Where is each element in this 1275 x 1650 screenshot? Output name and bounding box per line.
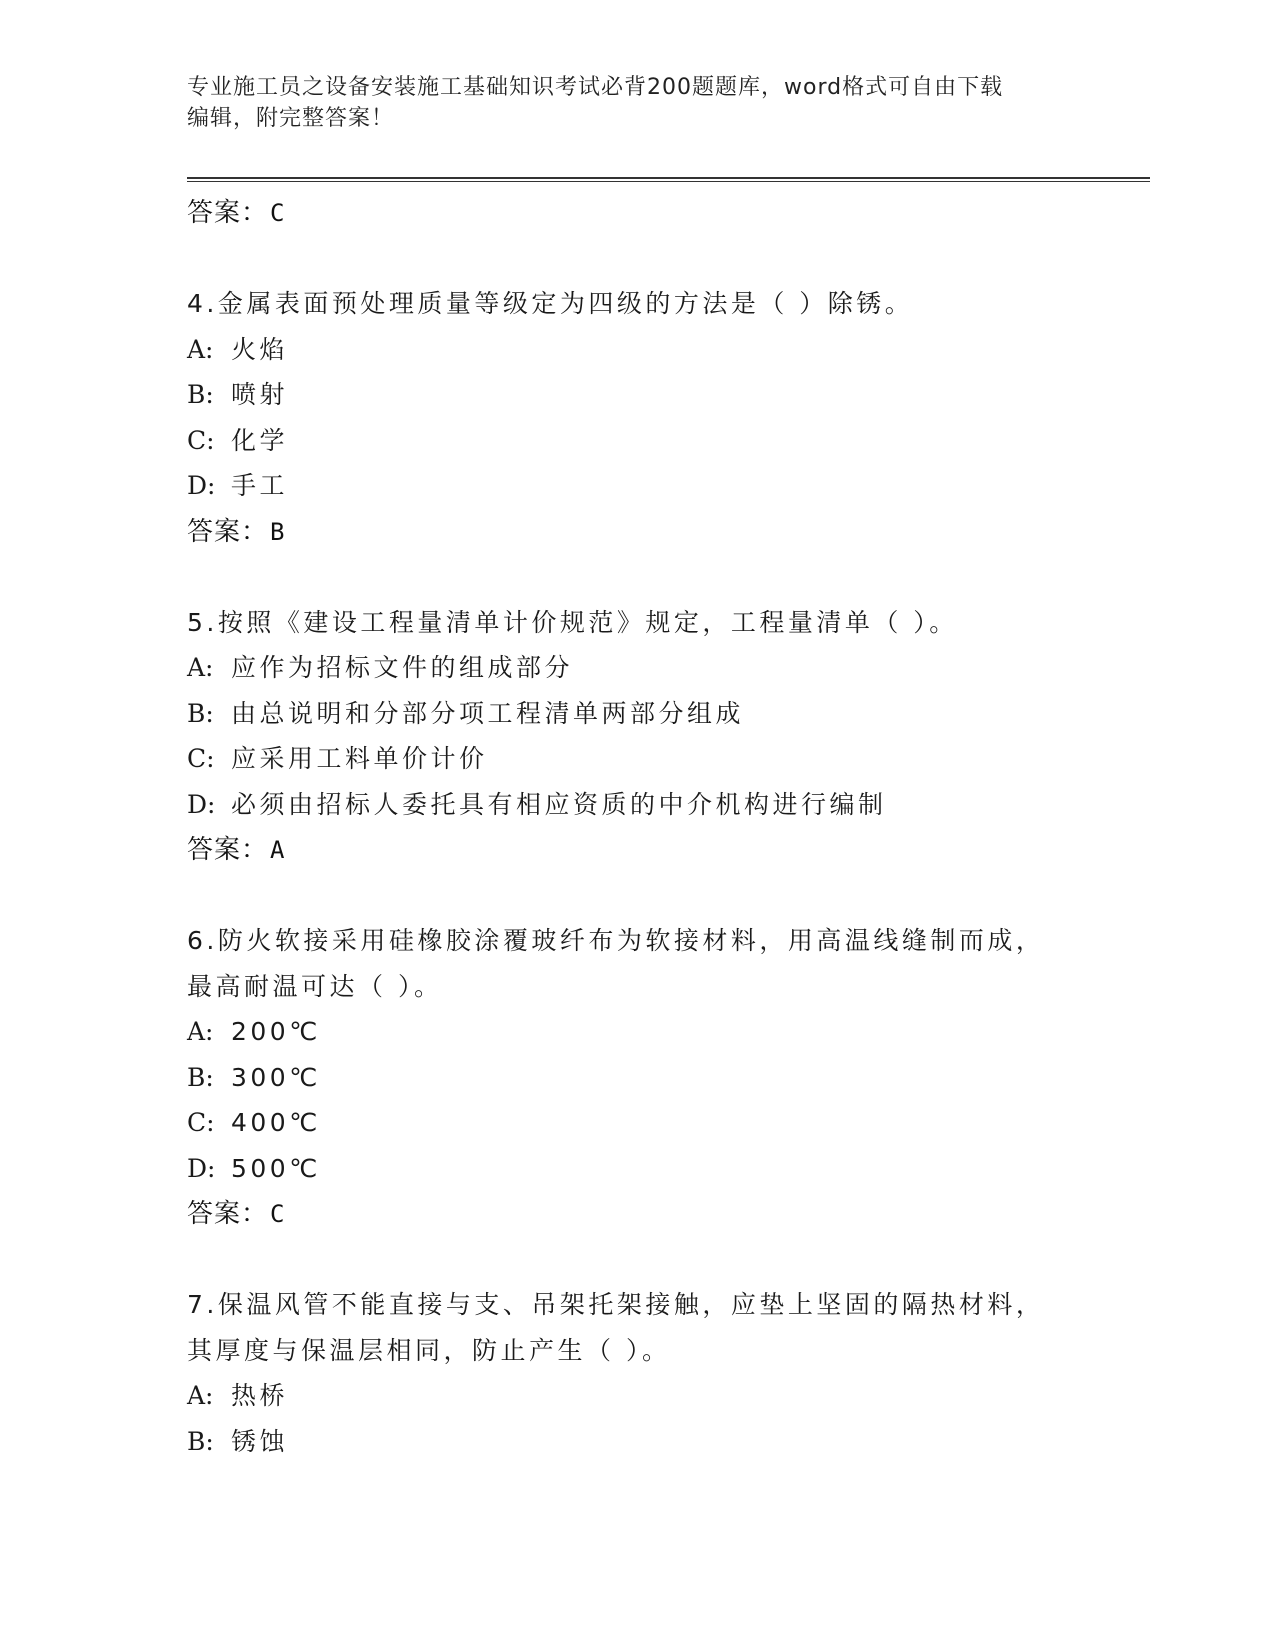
answer-label: 答案：: [187, 516, 269, 547]
option-d: [187, 782, 1087, 828]
question-text: 4.金属表面预处理质量等级定为四级的方法是（ ）除锈。: [187, 289, 914, 318]
question-7: [187, 1282, 1087, 1464]
option-key: B:: [187, 698, 214, 728]
spacer: [187, 554, 1087, 600]
option-c: [187, 418, 1087, 464]
option-a: [187, 1373, 1087, 1419]
option-b: [187, 1419, 1087, 1465]
option-d: [187, 463, 1087, 509]
question-text: 6.防火软接采用硅橡胶涂覆玻纤布为软接材料，用高温线缝制而成，: [187, 926, 1045, 955]
spacer: [187, 236, 1087, 282]
option-key: A:: [187, 653, 214, 682]
option-text: 应采用工料单价计价: [231, 744, 488, 773]
option-b: [187, 1055, 1087, 1101]
option-a: [187, 327, 1087, 373]
spacer: [187, 1237, 1087, 1283]
option-key: B:: [187, 1062, 214, 1092]
option-b: [187, 691, 1087, 737]
option-c: [187, 736, 1087, 782]
option-text: 火焰: [231, 334, 289, 364]
question-4: [187, 281, 1087, 554]
option-text: 喷射: [231, 380, 289, 409]
question-text: 7.保温风管不能直接与支、吊架托架接触，应垫上坚固的隔热材料，: [187, 1290, 1045, 1319]
question-6: [187, 918, 1087, 1237]
option-text: 手工: [231, 471, 289, 500]
answer-line: [187, 1191, 1087, 1237]
answer-value: C: [270, 199, 286, 227]
option-key: A:: [187, 334, 214, 364]
option-text: 300℃: [231, 1062, 321, 1092]
option-key: C:: [187, 744, 215, 773]
option-key: A:: [187, 1381, 214, 1410]
option-key: C:: [187, 425, 215, 455]
option-text: 锈蚀: [231, 1426, 289, 1456]
option-key: B:: [187, 380, 214, 409]
option-c: [187, 1100, 1087, 1146]
answer-label: 答案：: [187, 198, 269, 228]
option-text: 必须由招标人委托具有相应资质的中介机构进行编制: [231, 789, 887, 819]
option-key: C:: [187, 1108, 215, 1137]
option-key: A:: [187, 1017, 214, 1046]
option-key: B:: [187, 1426, 214, 1456]
answer-value: A: [270, 836, 286, 864]
spacer: [187, 873, 1087, 919]
question-text: 5.按照《建设工程量清单计价规范》规定，工程量清单（ ）。: [187, 607, 958, 637]
page-header: [187, 72, 1067, 134]
option-d: [187, 1146, 1087, 1192]
answer-label: 答案：: [187, 835, 269, 865]
option-a: [187, 645, 1087, 691]
option-text: 应作为招标文件的组成部分: [231, 653, 574, 682]
question-text-continued: 最高耐温可达（ ）。: [187, 971, 443, 1001]
header-divider: [187, 177, 1150, 182]
option-text: 400℃: [231, 1108, 321, 1137]
answer-line: [187, 827, 1087, 873]
question-text-continued: 其厚度与保温层相同，防止产生（ ）。: [187, 1335, 671, 1365]
answer-line: [187, 190, 1087, 236]
header-line-1: 专业施工员之设备安装施工基础知识考试必背200题题库，word格式可自由下载: [187, 75, 1004, 100]
option-key: D:: [187, 471, 216, 500]
option-a: [187, 1009, 1087, 1055]
answer-value: B: [270, 517, 286, 546]
header-line-2: 编辑，附完整答案！: [187, 106, 395, 131]
answer-label: 答案：: [187, 1199, 269, 1229]
option-text: 由总说明和分部分项工程清单两部分组成: [231, 698, 745, 728]
answer-value: C: [270, 1200, 286, 1228]
option-b: [187, 372, 1087, 418]
option-text: 化学: [231, 425, 289, 455]
option-text: 500℃: [231, 1153, 321, 1183]
option-key: D:: [187, 789, 216, 819]
option-text: 200℃: [231, 1017, 321, 1046]
answer-line: [187, 509, 1087, 555]
question-5: [187, 600, 1087, 873]
option-text: 热桥: [231, 1381, 289, 1410]
question-list: [187, 190, 1087, 1464]
option-key: D:: [187, 1153, 216, 1183]
